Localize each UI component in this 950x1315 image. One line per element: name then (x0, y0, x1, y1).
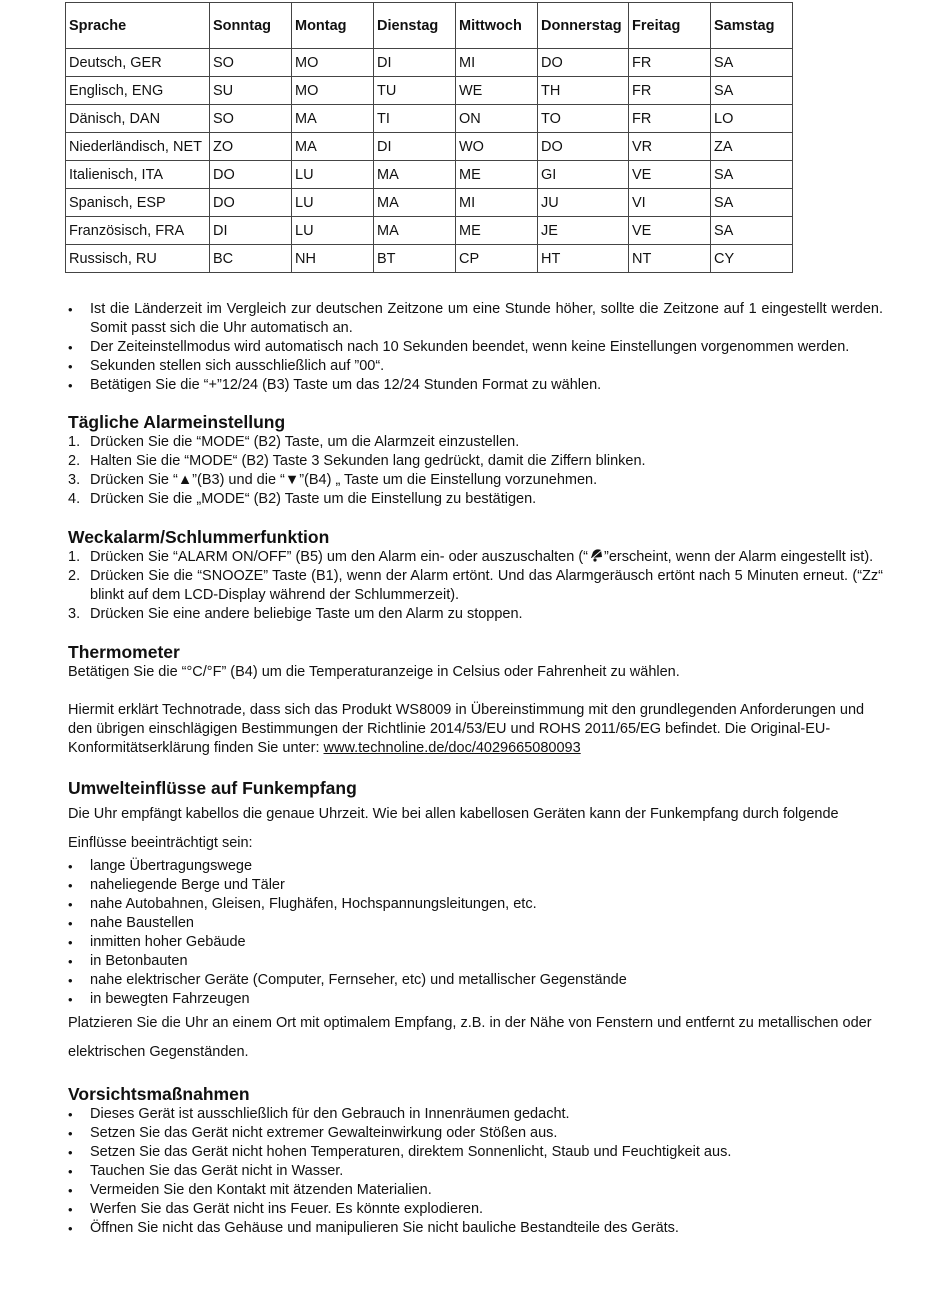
table-cell: MA (374, 189, 456, 217)
table-header-row (66, 3, 793, 49)
table-cell: SU (210, 77, 292, 105)
table-row (66, 49, 793, 77)
table-cell: TO (538, 105, 629, 133)
table-row (66, 105, 793, 133)
table-cell: SA (711, 161, 793, 189)
table-cell: ZA (711, 133, 793, 161)
list-item: • nahe Autobahnen, Gleisen, Flughäfen, Hochspannungsleitungen, etc. (68, 895, 883, 914)
table-cell: MI (456, 189, 538, 217)
list-item: • in Betonbauten (68, 952, 883, 971)
table-cell: MA (292, 133, 374, 161)
table-cell: SA (711, 49, 793, 77)
table-cell: Italienisch, ITA (66, 161, 210, 189)
caution-heading: Vorsichtsmaßnahmen (68, 1084, 250, 1104)
list-item: • Sekunden stellen sich ausschließlich auf ”00“. (68, 357, 883, 376)
list-item: • lange Übertragungswege (68, 857, 883, 876)
table-cell: DO (210, 161, 292, 189)
table-header-cell: Sprache (66, 3, 210, 49)
table-cell: ON (456, 105, 538, 133)
list-item: • in bewegten Fahrzeugen (68, 990, 883, 1009)
alarm-steps (68, 433, 883, 509)
table-cell: SA (711, 77, 793, 105)
table-cell: CY (711, 245, 793, 273)
environment-list (68, 857, 883, 1009)
table-cell: ZO (210, 133, 292, 161)
table-cell: MI (456, 49, 538, 77)
table-row (66, 217, 793, 245)
list-item: • Dieses Gerät ist ausschließlich für den Gebrauch in Innenräumen gedacht. (68, 1105, 883, 1124)
table-cell: Russisch, RU (66, 245, 210, 273)
thermometer-text: Betätigen Sie die “°C/°F” (B4) um die Temperaturanzeige in Celsius oder Fahrenheit zu wählen. (68, 664, 680, 680)
table-cell: LU (292, 189, 374, 217)
list-item: 1. Drücken Sie “ALARM ON/OFF” (B5) um den Alarm ein- oder auszuschalten (“ ”erscheint, wenn der Alarm eingestellt ist). (68, 549, 874, 565)
table-header-cell: Sonntag (210, 3, 292, 49)
thermometer-heading: Thermometer (68, 642, 180, 662)
table-cell: SO (210, 105, 292, 133)
table-cell: Deutsch, GER (66, 49, 210, 77)
table-row (66, 189, 793, 217)
table-cell: DO (538, 133, 629, 161)
table-cell: NT (629, 245, 711, 273)
list-item: 1. Drücken Sie die “MODE“ (B2) Taste, um die Alarmzeit einzustellen. (68, 434, 520, 450)
conformity-link[interactable]: www.technoline.de/doc/4029665080093 (323, 740, 581, 756)
table-cell: TI (374, 105, 456, 133)
table-row (66, 245, 793, 273)
table-cell: JE (538, 217, 629, 245)
list-item: 4. Drücken Sie die „MODE“ (B2) Taste um die Einstellung zu bestätigen. (68, 491, 537, 507)
document-body (68, 300, 883, 1238)
table-header-cell: Dienstag (374, 3, 456, 49)
table-cell: ME (456, 161, 538, 189)
table-cell: WO (456, 133, 538, 161)
table-cell: NH (292, 245, 374, 273)
list-item: 2. Halten Sie die “MODE“ (B2) Taste 3 Sekunden lang gedrückt, damit die Ziffern blinken. (68, 453, 646, 469)
table-cell: DI (374, 49, 456, 77)
table-cell: TU (374, 77, 456, 105)
table-cell: BC (210, 245, 292, 273)
table-cell: MA (374, 161, 456, 189)
table-cell: VE (629, 161, 711, 189)
alarm-bell-icon (588, 548, 604, 562)
table-cell: MA (292, 105, 374, 133)
table-header-cell: Mittwoch (456, 3, 538, 49)
table-cell: FR (629, 49, 711, 77)
table-cell: LU (292, 161, 374, 189)
time-settings-list (68, 300, 883, 395)
table-cell: CP (456, 245, 538, 273)
list-item: • Öffnen Sie nicht das Gehäuse und manipulieren Sie nicht bauliche Bestandteile des Geräts. (68, 1219, 883, 1238)
list-item: • naheliegende Berge und Täler (68, 876, 883, 895)
table-cell: DO (538, 49, 629, 77)
table-row (66, 161, 793, 189)
table-cell: MO (292, 77, 374, 105)
alarm-heading: Tägliche Alarmeinstellung (68, 412, 286, 432)
list-item: • inmitten hoher Gebäude (68, 933, 883, 952)
list-item: 2. Drücken Sie die “SNOOZE” Taste (B1), wenn der Alarm ertönt. Und das Alarmgeräusch ertönt nach 5 Minuten erneut. (“Zz“ blinkt auf dem LCD-Display während der Schlummerzeit). (68, 568, 883, 603)
table-header-cell: Freitag (629, 3, 711, 49)
list-item: • Setzen Sie das Gerät nicht hohen Temperaturen, direktem Sonnenlicht, Staub und Feuchtigkeit aus. (68, 1143, 883, 1162)
table-cell: VI (629, 189, 711, 217)
table-cell: FR (629, 105, 711, 133)
table-cell: ME (456, 217, 538, 245)
table-cell: LO (711, 105, 793, 133)
table-header-cell: Donnerstag (538, 3, 629, 49)
table-cell: DI (374, 133, 456, 161)
list-item: • Ist die Länderzeit im Vergleich zur deutschen Zeitzone um eine Stunde höher, sollte die Zeitzone auf 1 eingestellt werden. Somit passt sich die Uhr automatisch an. (68, 300, 883, 338)
list-item: • Vermeiden Sie den Kontakt mit ätzenden Materialien. (68, 1181, 883, 1200)
table-row (66, 133, 793, 161)
environment-intro-2: Einflüsse beeinträchtigt sein: (68, 835, 253, 851)
list-item: 3. Drücken Sie “▲”(B3) und die “▼”(B4) „ Taste um die Einstellung vorzunehmen. (68, 472, 598, 488)
environment-outro: Platzieren Sie die Uhr an einem Ort mit optimalem Empfang, z.B. in der Nähe von Fenstern und entfernt zu metallischen oder elektrischen Gegenständen. (68, 1015, 872, 1060)
conformity-text: Hiermit erklärt Technotrade, dass sich das Produkt WS8009 in Übereinstimmung mit den grundlegenden Anforderungen und den übrigen einschlägigen Bestimmungen der Richtlinie 2014/53/EU und ROHS 2011/65/EG befindet. Die Original-EU-Konformitätserklärung finden Sie unter: www.technoline.de/doc/4029665080093 (68, 702, 865, 756)
table-cell: VE (629, 217, 711, 245)
table-cell: Spanisch, ESP (66, 189, 210, 217)
table-cell: Niederländisch, NET (66, 133, 210, 161)
table-cell: SO (210, 49, 292, 77)
table-cell: BT (374, 245, 456, 273)
table-cell: TH (538, 77, 629, 105)
table-cell: Dänisch, DAN (66, 105, 210, 133)
list-item: 3. Drücken Sie eine andere beliebige Taste um den Alarm zu stoppen. (68, 606, 523, 622)
table-cell: Englisch, ENG (66, 77, 210, 105)
table-cell: MO (292, 49, 374, 77)
table-header-cell: Samstag (711, 3, 793, 49)
table-cell: Französisch, FRA (66, 217, 210, 245)
weekday-language-table (65, 2, 793, 273)
table-cell: GI (538, 161, 629, 189)
list-item: • nahe elektrischer Geräte (Computer, Fernseher, etc) und metallischer Gegenstände (68, 971, 883, 990)
caution-list (68, 1105, 883, 1238)
table-cell: SA (711, 217, 793, 245)
table-cell: FR (629, 77, 711, 105)
snooze-heading: Weckalarm/Schlummerfunktion (68, 527, 330, 547)
table-row (66, 77, 793, 105)
table-cell: DO (210, 189, 292, 217)
table-cell: JU (538, 189, 629, 217)
list-item: • Betätigen Sie die “+”12/24 (B3) Taste um das 12/24 Stunden Format zu wählen. (68, 376, 883, 395)
snooze-steps (68, 548, 883, 624)
list-item: • Tauchen Sie das Gerät nicht in Wasser. (68, 1162, 883, 1181)
table-cell: LU (292, 217, 374, 245)
list-item: • Setzen Sie das Gerät nicht extremer Gewalteinwirkung oder Stößen aus. (68, 1124, 883, 1143)
list-item: • Werfen Sie das Gerät nicht ins Feuer. Es könnte explodieren. (68, 1200, 883, 1219)
table-cell: HT (538, 245, 629, 273)
environment-heading: Umwelteinflüsse auf Funkempfang (68, 778, 357, 798)
table-cell: MA (374, 217, 456, 245)
table-cell: WE (456, 77, 538, 105)
list-item: • nahe Baustellen (68, 914, 883, 933)
table-header-cell: Montag (292, 3, 374, 49)
table-cell: SA (711, 189, 793, 217)
table-cell: VR (629, 133, 711, 161)
list-item: • Der Zeiteinstellmodus wird automatisch nach 10 Sekunden beendet, wenn keine Einstellungen vorgenommen werden. (68, 338, 883, 357)
environment-intro: Die Uhr empfängt kabellos die genaue Uhrzeit. Wie bei allen kabellosen Geräten kann der Funkempfang durch folgende (68, 806, 839, 822)
table-cell: DI (210, 217, 292, 245)
